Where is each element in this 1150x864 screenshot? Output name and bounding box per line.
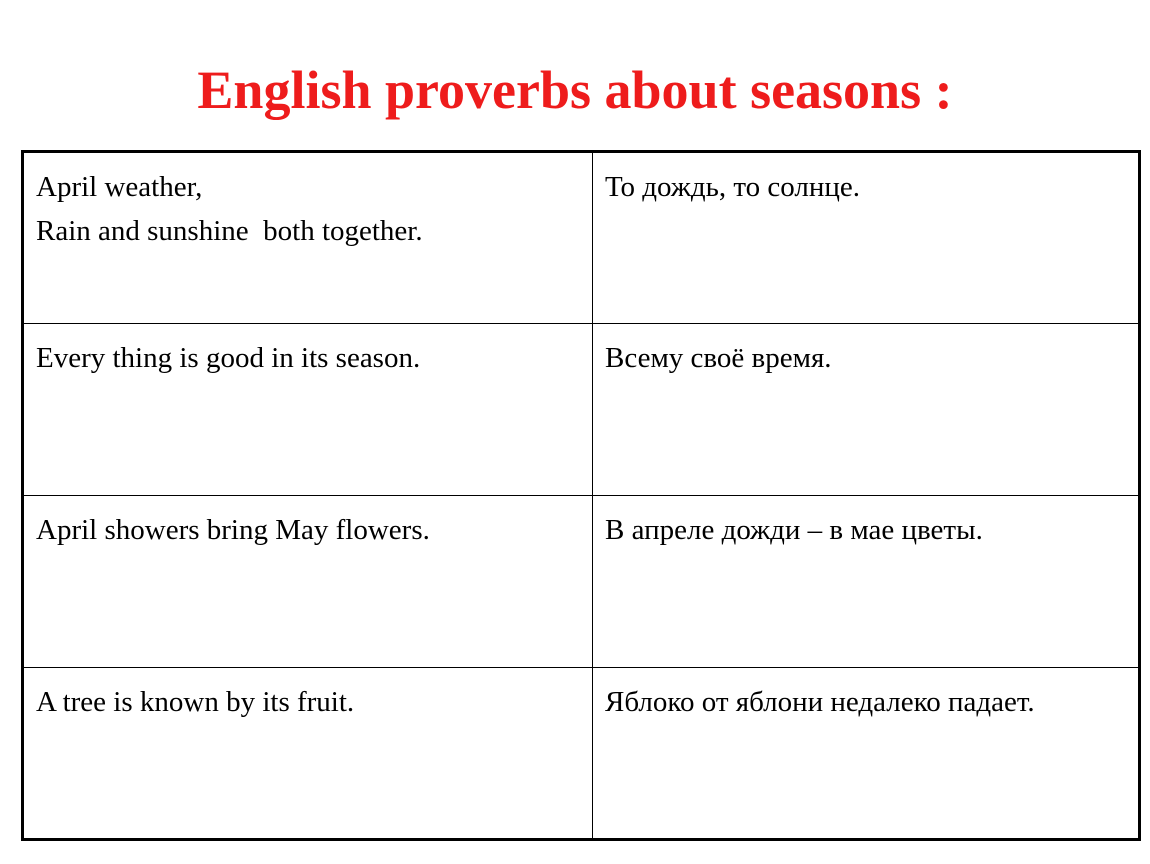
- english-proverb-cell: [23, 324, 593, 496]
- russian-equivalent-text: Всему своё время.: [605, 342, 832, 374]
- table-row: [23, 496, 1140, 668]
- english-proverb-line: A tree is known by its fruit.: [36, 686, 355, 718]
- russian-equivalent-text: Яблоко от яблони недалеко падает.: [605, 686, 1035, 718]
- english-proverb-cell: [23, 496, 593, 668]
- english-proverb-line: Rain and sunshine both together.: [36, 215, 423, 247]
- table-row: [23, 324, 1140, 496]
- russian-equivalent-cell: [593, 668, 1140, 840]
- russian-equivalent-cell: [593, 324, 1140, 496]
- table-row: [23, 668, 1140, 840]
- russian-equivalent-cell: [593, 496, 1140, 668]
- russian-equivalent-text: В апреле дожди – в мае цветы.: [605, 514, 983, 546]
- russian-equivalent-cell: [593, 152, 1140, 324]
- table-row: [23, 152, 1140, 324]
- proverbs-table: [21, 150, 1141, 841]
- english-proverb-cell: [23, 152, 593, 324]
- english-proverb-line: April showers bring May flowers.: [36, 514, 430, 546]
- slide-title: English proverbs about seasons :: [197, 60, 953, 120]
- russian-equivalent-text: То дождь, то солнце.: [605, 171, 860, 203]
- english-proverb-line: April weather,: [36, 171, 203, 203]
- english-proverb-cell: [23, 668, 593, 840]
- english-proverb-line: Every thing is good in its season.: [36, 342, 421, 374]
